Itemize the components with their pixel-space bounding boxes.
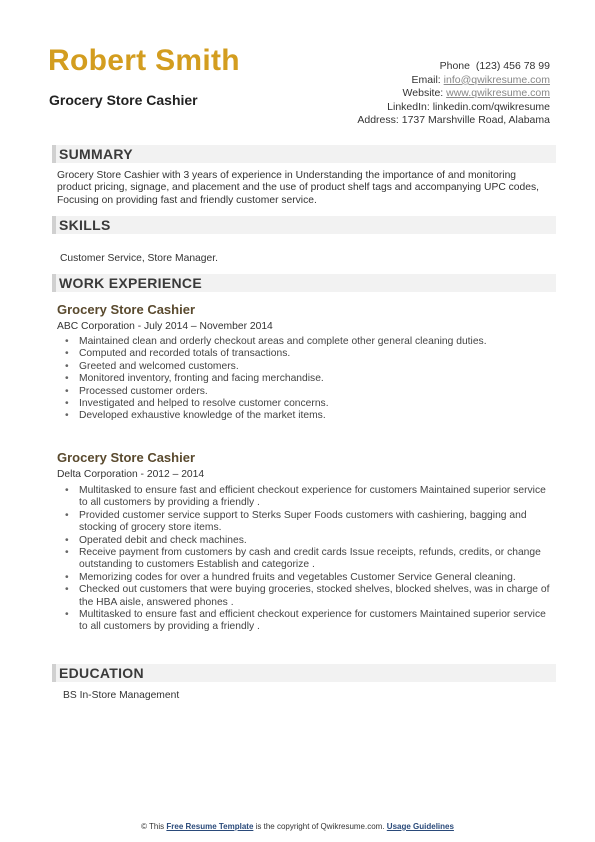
list-item: • Developed exhaustive knowledge of the market items.: [57, 410, 551, 422]
education-heading-bar: [52, 664, 556, 682]
skills-heading-bar: [52, 216, 556, 234]
usage-guidelines-link[interactable]: Usage Guidelines: [386, 822, 454, 831]
linkedin-label: LinkedIn:: [387, 100, 430, 113]
list-item: • Memorizing codes for over a hundred fruits and vegetables Customer Service General cleaning.: [57, 572, 551, 584]
job-title: Grocery Store Cashier: [57, 450, 196, 465]
footer: [0, 822, 595, 831]
list-item: • Computed and recorded totals of transactions.: [57, 348, 551, 360]
job-bullets: [57, 336, 551, 423]
list-item: • Provided customer service support to Sterks Super Foods customers with cashiering, bagging and stocking of grocery store items.: [57, 510, 551, 535]
skills-heading: SKILLS: [59, 217, 111, 233]
address-label: Address:: [357, 114, 399, 127]
job-title: Grocery Store Cashier: [57, 302, 196, 317]
candidate-name: Robert Smith: [48, 44, 240, 77]
contact-block: [357, 60, 550, 128]
list-item: • Multitasked to ensure fast and efficient checkout experience for customers Maintained superior service to all customers by providing a friendly .: [57, 609, 551, 634]
email-label: Email:: [411, 73, 441, 86]
website-link[interactable]: www.qwikresume.com: [446, 87, 550, 100]
skills-text: Customer Service, Store Manager.: [60, 253, 218, 264]
footer-copyright: is the copyright of Qwikresume.com.: [255, 822, 385, 831]
contact-address: [357, 114, 550, 128]
list-item: • Operated debit and check machines.: [57, 535, 551, 547]
list-item: • Checked out customers that were buying groceries, stocked shelves, blocked shelves, was in charge of the HBA aisle, answered phones .: [57, 584, 551, 609]
job-company: Delta Corporation - 2012 – 2014: [57, 469, 205, 480]
summary-heading: SUMMARY: [59, 146, 133, 162]
job-company: ABC Corporation - July 2014 – November 2014: [57, 321, 273, 332]
list-item: • Multitasked to ensure fast and efficient checkout experience for customers Maintained superior service to all customers by providing a friendly .: [57, 485, 551, 510]
contact-linkedin: [357, 101, 550, 115]
education-heading: EDUCATION: [59, 665, 144, 681]
website-label: Website:: [402, 87, 444, 100]
experience-heading-bar: [52, 274, 556, 292]
list-item: • Monitored inventory, fronting and facing merchandise.: [57, 373, 551, 385]
phone-value: (123) 456 78 99: [475, 60, 550, 72]
address-value: 1737 Marshville Road, Alabama: [401, 114, 550, 127]
contact-phone: [357, 60, 550, 74]
job-bullets: [57, 485, 551, 634]
contact-website: [357, 87, 550, 101]
candidate-title: Grocery Store Cashier: [49, 92, 198, 108]
contact-email: [357, 74, 550, 88]
list-item: • Processed customer orders.: [57, 386, 551, 398]
education-text: BS In-Store Management: [63, 690, 180, 701]
summary-heading-bar: [52, 145, 556, 163]
summary-text: Grocery Store Cashier with 3 years of experience in Understanding the importance of and monitoring product pricing, signage, and placement and the use of product shelf tags and accompanying UPC codes, Focusing on providing fast and friendly customer service.: [57, 170, 539, 206]
list-item: • Investigated and helped to resolve customer concerns.: [57, 398, 551, 410]
free-resume-template-link[interactable]: Free Resume Template: [166, 822, 254, 831]
email-link[interactable]: info@qwikresume.com: [443, 73, 550, 86]
phone-label: Phone: [439, 60, 470, 72]
list-item: • Maintained clean and orderly checkout areas and complete other general cleaning duties.: [57, 336, 551, 348]
experience-heading: WORK EXPERIENCE: [59, 275, 202, 291]
list-item: • Receive payment from customers by cash and credit cards Issue receipts, refunds, credits, or change outstanding to customers Establish and categorize .: [57, 547, 551, 572]
linkedin-value: linkedin.com/qwikresume: [432, 100, 550, 113]
footer-prefix: © This: [141, 822, 165, 831]
list-item: • Greeted and welcomed customers.: [57, 361, 551, 373]
